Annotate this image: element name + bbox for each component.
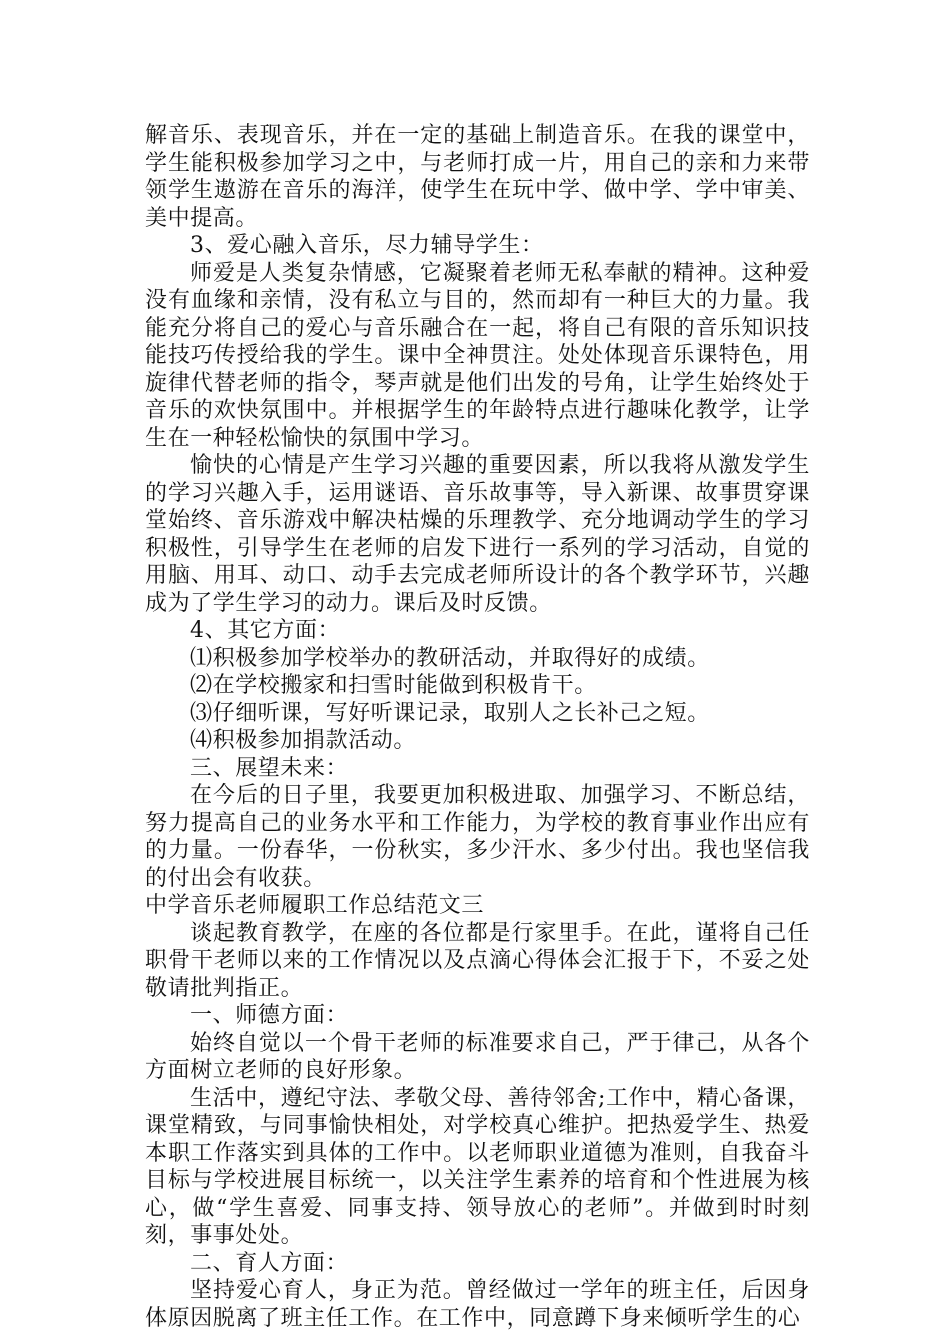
list-item: ⑷积极参加捐款活动。	[190, 728, 417, 753]
body-paragraph: 生活中，遵纪守法、孝敬父母、善待邻舍;工作中，精心备课，课堂精致，与同事愉快相处，对学校真心维护。把热爱学生、热爱本职工作落实到具体的工作中。以老师职业道德为准则，自我奋斗目标与学校进展目标统一，以关注学生素养的培育和个性进展为核心，做“学生喜爱、同事支持、领导放心的老师”。并做到时时刻刻，事事处处。	[145, 1085, 810, 1248]
document-page	[145, 122, 810, 1332]
list-item: ⑵在学校搬家和扫雪时能做到积极肯干。	[190, 673, 597, 698]
body-paragraph: 师爱是人类复杂情感，它凝聚着老师无私奉献的精神。这种爱没有血缘和亲情，没有私立与目的，然而却有一种巨大的力量。我能充分将自己的爱心与音乐融合在一起，将自己有限的音乐知识技能技巧传授给我的学生。课中全神贯注。处处体现音乐课特色，用旋律代替老师的指令，琴声就是他们出发的号角，让学生始终处于音乐的欢快氛围中。并根据学生的年龄特点进行趣味化教学，让学生在一种轻松愉快的氛围中学习。	[145, 260, 810, 451]
section-heading: 二、育人方面：	[190, 1250, 349, 1276]
body-paragraph: 坚持爱心育人，身正为范。曾经做过一学年的班主任，后因身体原因脱离了班主任工作。在工作中，同意蹲下身来倾听学生的心	[145, 1278, 810, 1331]
article-title: 中学音乐老师履职工作总结范文三	[145, 893, 485, 918]
section-heading: 4、其它方面：	[190, 618, 341, 643]
body-paragraph: 愉快的心情是产生学习兴趣的重要因素，所以我将从激发学生的学习兴趣入手，运用谜语、音乐故事等，导入新课、故事贯穿课堂始终、音乐游戏中解决枯燥的乐理教学、充分地调动学生的学习积极性，引导学生在老师的启发下进行一系列的学习活动，自觉的用脑、用耳、动口、动手去完成老师所设计的各个教学环节，兴趣成为了学生学习的动力。课后及时反馈。	[145, 453, 810, 616]
section-heading: 三、展望未来：	[190, 755, 349, 781]
body-paragraph: 谈起教育教学，在座的各位都是行家里手。在此，谨将自己任职骨干老师以来的工作情况以及点滴心得体会汇报于下，不妥之处敬请批判指正。	[145, 920, 810, 1001]
body-paragraph: 在今后的日子里，我要更加积极进取、加强学习、不断总结，努力提高自己的业务水平和工作能力，为学校的教育事业作出应有的力量。一份春华，一份秋实，多少汗水、多少付出。我也坚信我的付出会有收获。	[145, 783, 810, 891]
list-item: ⑶仔细听课，写好听课记录，取别人之长补己之短。	[190, 700, 710, 726]
section-heading: 3、爱心融入音乐，尽力辅导学生：	[190, 233, 544, 258]
body-paragraph: 始终自觉以一个骨干老师的标准要求自己，严于律己，从各个方面树立老师的良好形象。	[145, 1030, 810, 1083]
list-item: ⑴积极参加学校举办的教研活动，并取得好的成绩。	[190, 645, 710, 671]
body-paragraph: 解音乐、表现音乐，并在一定的基础上制造音乐。在我的课堂中，学生能积极参加学习之中，与老师打成一片，用自己的亲和力来带领学生遨游在音乐的海洋，使学生在玩中学、做中学、学中审美、美中提高。	[145, 123, 810, 231]
section-heading: 一、师德方面：	[190, 1003, 349, 1028]
